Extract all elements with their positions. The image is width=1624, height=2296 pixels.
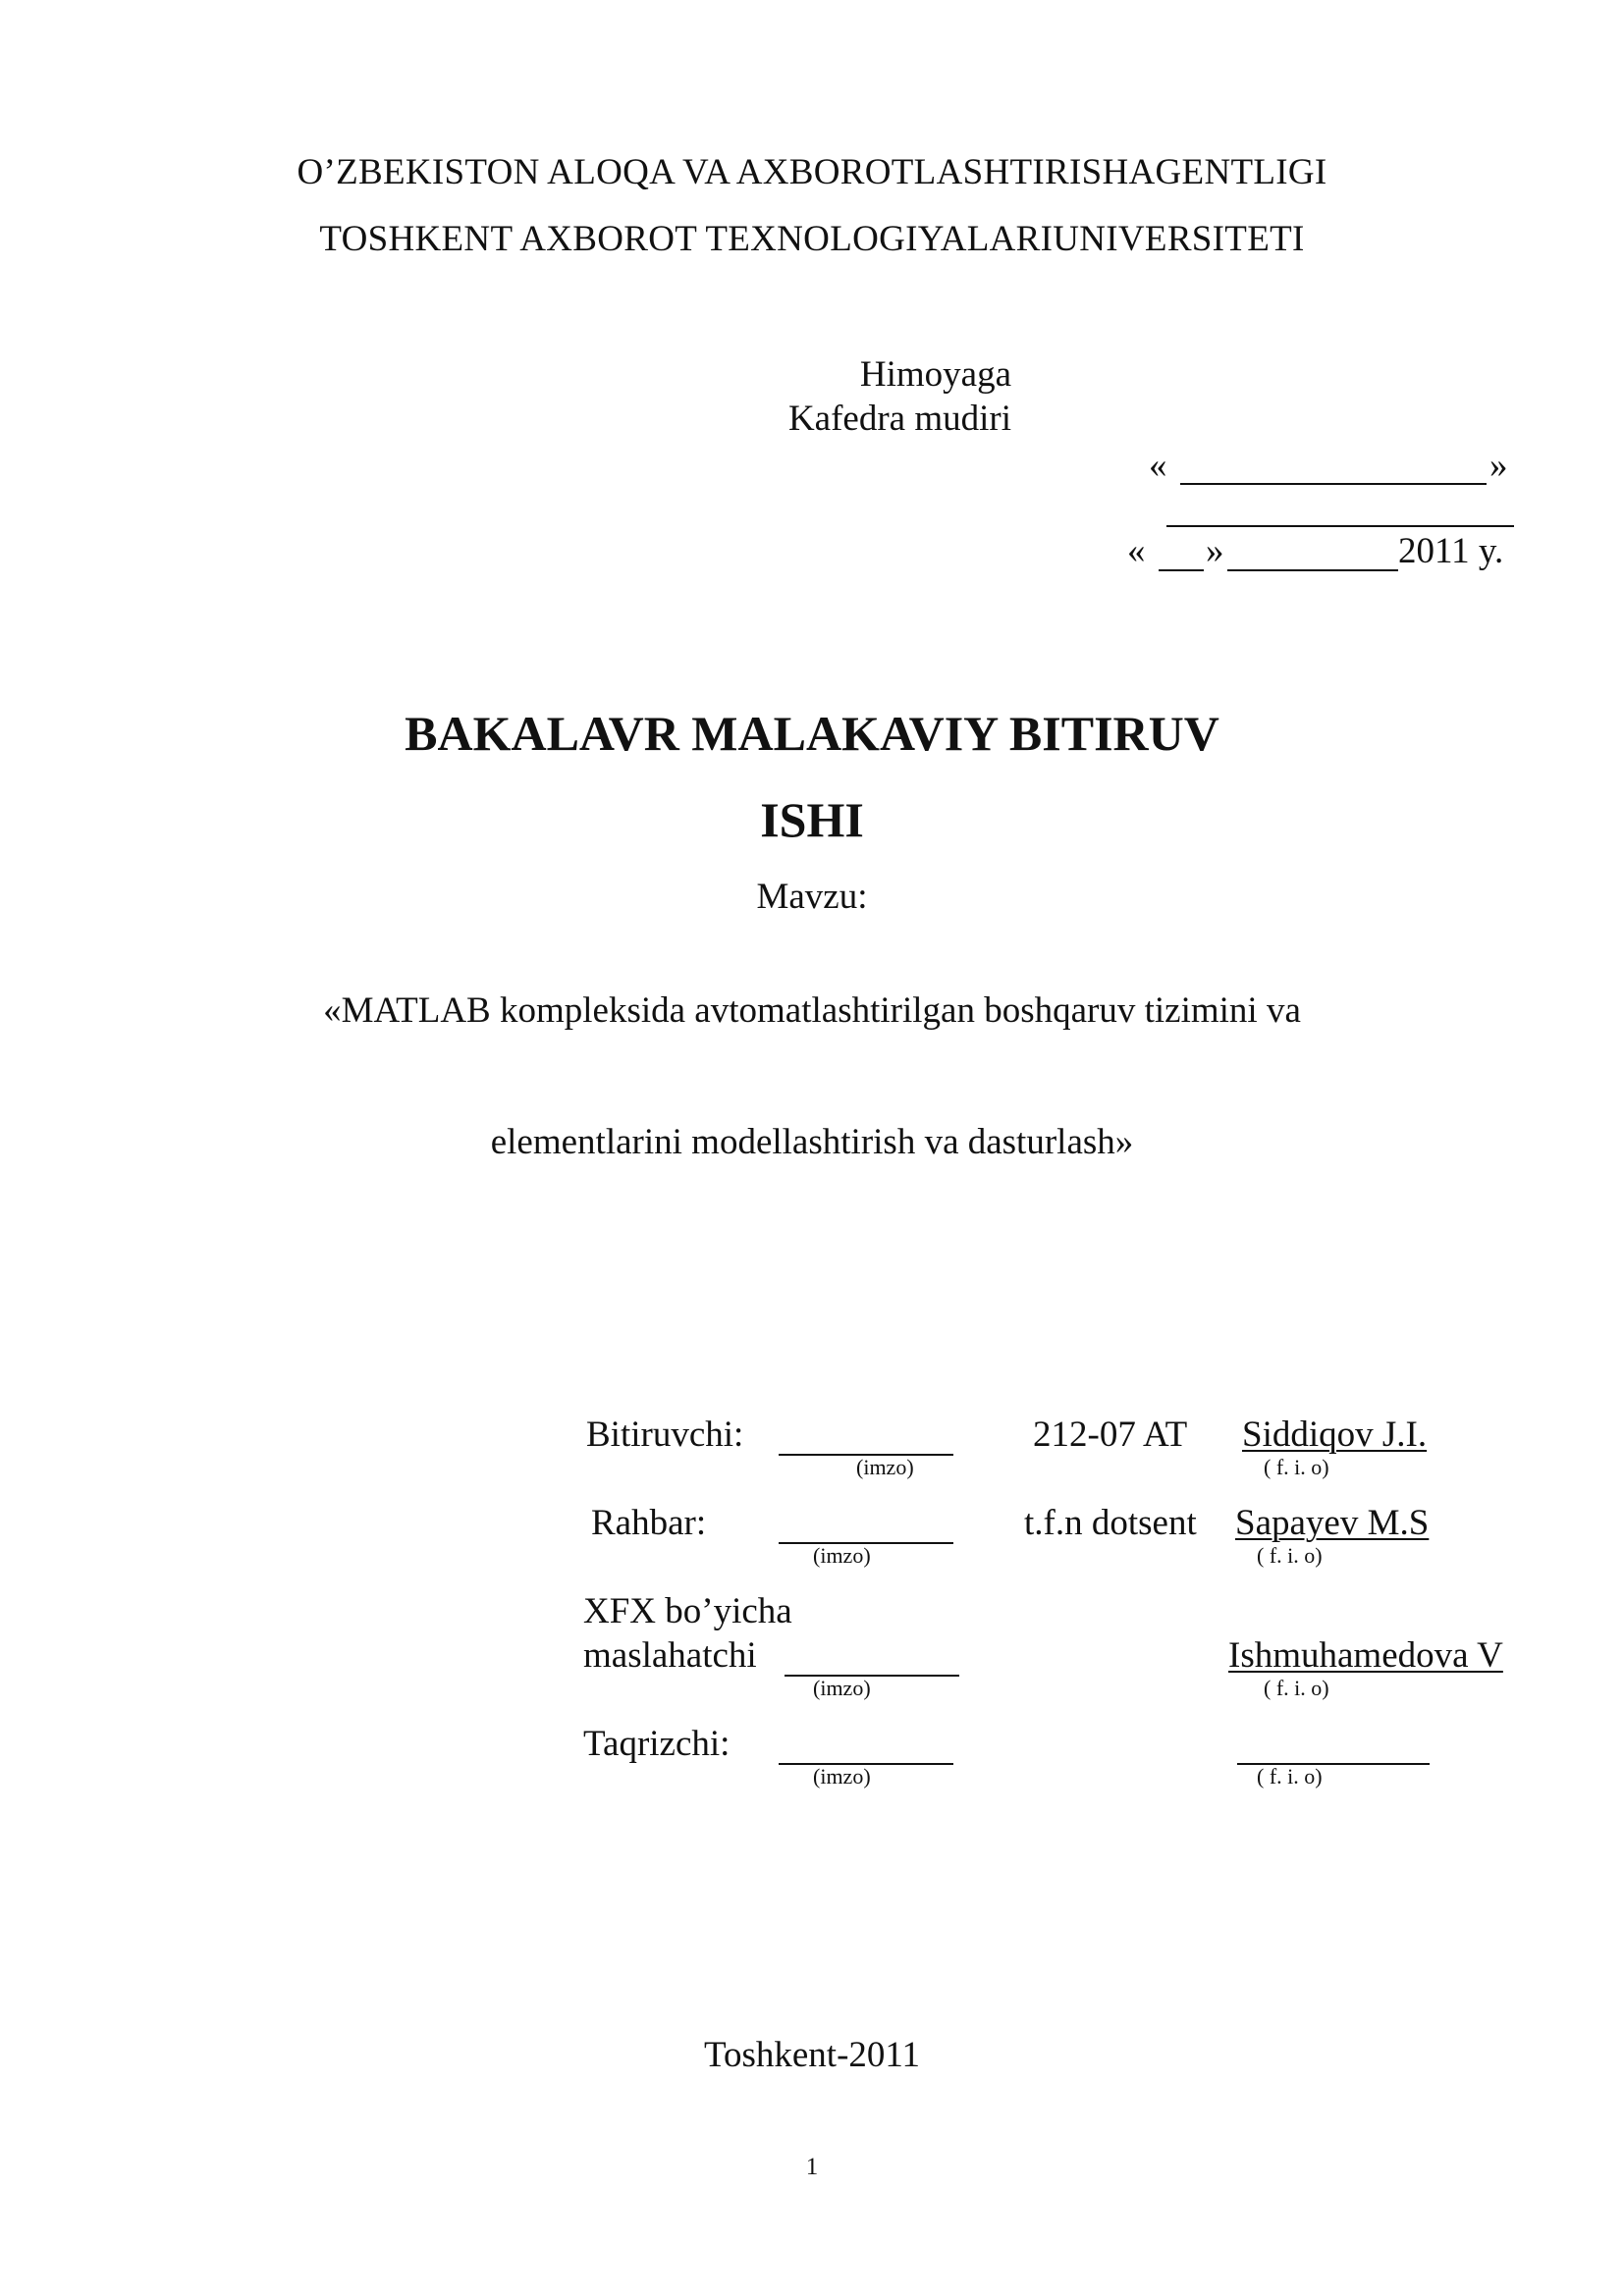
city-year: Toshkent-2011 xyxy=(703,2035,921,2075)
date-quote-close: » xyxy=(1206,531,1224,571)
approval-year: 2011 y. xyxy=(1398,531,1504,571)
consultant-name: Ishmuhamedova V xyxy=(1228,1635,1503,1676)
graduate-name: Siddiqov J.I. xyxy=(1242,1415,1428,1455)
subject-label: Mavzu: xyxy=(756,877,868,917)
work-title: BAKALAVR MALAKAVIY BITIRUV xyxy=(405,706,1219,761)
consultant-label-1: XFX bo’yicha xyxy=(583,1591,792,1631)
supervisor-name: Sapayev M.S xyxy=(1235,1503,1430,1543)
quote-close: » xyxy=(1489,446,1508,486)
reviewer-signature-caption: (imzo) xyxy=(813,1764,871,1789)
approval-heading: Himoyaga xyxy=(859,354,1011,395)
approval-name-line xyxy=(1166,525,1514,527)
consultant-signature-line xyxy=(785,1675,959,1677)
consultant-signature-caption: (imzo) xyxy=(813,1676,871,1700)
work-title-cont: ISHI xyxy=(760,792,864,847)
graduate-label: Bitiruvchi: xyxy=(586,1415,744,1455)
consultant-name-caption: ( f. i. o) xyxy=(1264,1676,1329,1700)
date-quote-open: « xyxy=(1127,531,1146,571)
university-heading: TOSHKENT AXBOROT TEXNOLOGIYALARIUNIVERSITETI xyxy=(319,219,1305,259)
topic-line-1: «MATLAB kompleksida avtomatlashtirilgan boshqaruv tizimini va xyxy=(323,990,1301,1031)
supervisor-title: t.f.n dotsent xyxy=(1024,1503,1197,1543)
graduate-signature-caption: (imzo) xyxy=(856,1455,914,1479)
reviewer-name-caption: ( f. i. o) xyxy=(1257,1764,1323,1789)
supervisor-signature-caption: (imzo) xyxy=(813,1543,871,1568)
consultant-label-2: maslahatchi xyxy=(583,1635,757,1676)
topic-line-2: elementlarini modellashtirish va dasturlash» xyxy=(490,1122,1134,1162)
page-number: 1 xyxy=(805,2154,819,2180)
approval-position: Kafedra mudiri xyxy=(787,399,1011,439)
quote-open: « xyxy=(1149,446,1167,486)
reviewer-label: Taqrizchi: xyxy=(583,1724,731,1764)
supervisor-label: Rahbar: xyxy=(591,1503,707,1543)
graduate-name-caption: ( f. i. o) xyxy=(1264,1455,1329,1479)
graduate-group: 212-07 AT xyxy=(1033,1415,1188,1455)
supervisor-name-caption: ( f. i. o) xyxy=(1257,1543,1323,1568)
ministry-heading: O’ZBEKISTON ALOQA VA AXBOROTLASHTIRISHAGENTLIGI xyxy=(297,152,1327,192)
